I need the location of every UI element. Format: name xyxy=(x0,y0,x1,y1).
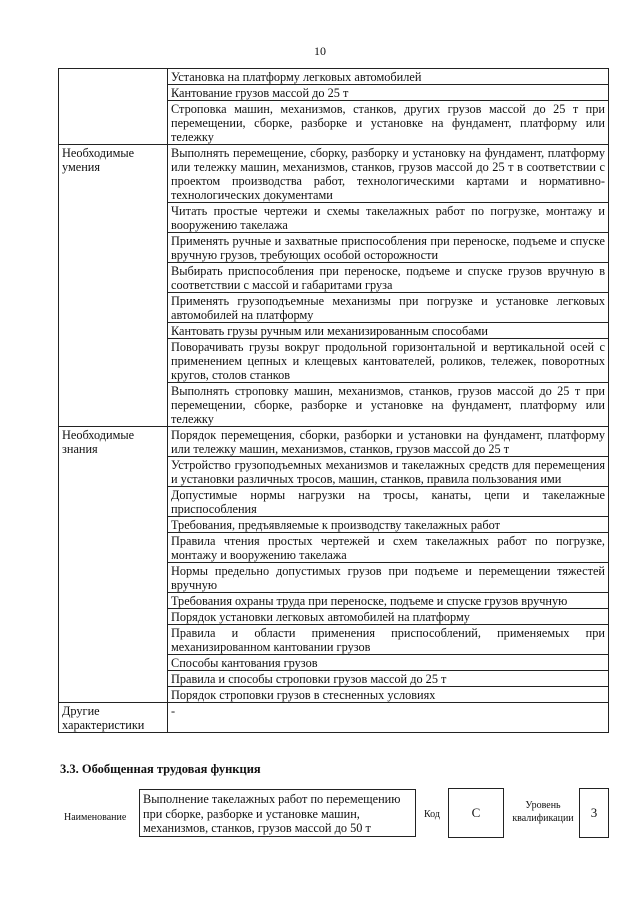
table-cell: Установка на платформу легковых автомобилей xyxy=(168,69,609,85)
table-cell: Выбирать приспособления при переноске, подъеме и спуске грузов вручную в соответствии с массой и габаритами груза xyxy=(168,263,609,293)
row-group-label: Необходимые умения xyxy=(59,145,168,427)
competency-table xyxy=(58,68,609,733)
table-cell: Требования, предъявляемые к производству такелажных работ xyxy=(168,517,609,533)
table-cell: Способы кантования грузов xyxy=(168,655,609,671)
table-cell: Порядок строповки грузов в стесненных условиях xyxy=(168,687,609,703)
name-label: Наименование xyxy=(64,812,127,823)
table-cell: Допустимые нормы нагрузки на тросы, канаты, цепи и такелажные приспособления xyxy=(168,487,609,517)
table-row xyxy=(59,69,609,85)
section-heading: 3.3. Обобщенная трудовая функция xyxy=(60,762,261,776)
row-group-label: Другие характеристики xyxy=(59,703,168,733)
table-cell: Применять грузоподъемные механизмы при погрузке и установке легковых автомобилей на платформу xyxy=(168,293,609,323)
table-cell: - xyxy=(168,703,609,733)
table-row xyxy=(59,703,609,733)
table-cell: Устройство грузоподъемных механизмов и такелажных средств для перемещения и установки различных тросов, машин, станков, правила пользования ими xyxy=(168,457,609,487)
table-row xyxy=(59,427,609,457)
table-cell: Кантование грузов массой до 25 т xyxy=(168,85,609,101)
table-cell: Правила и области применения приспособлений, применяемых при механизированном кантовании грузов xyxy=(168,625,609,655)
table-row xyxy=(59,145,609,203)
code-label: Код xyxy=(424,809,440,820)
qualification-level-value: 3 xyxy=(579,788,609,838)
table-cell: Поворачивать грузы вокруг продольной горизонтальной и вертикальной осей с применением цепных и клещевых кантователей, роликов, тележек, поворотных кругов, столов станков xyxy=(168,339,609,383)
table-cell: Нормы предельно допустимых грузов при подъеме и перемещении тяжестей вручную xyxy=(168,563,609,593)
row-group-label xyxy=(59,69,168,145)
table-cell: Кантовать грузы ручным или механизированным способами xyxy=(168,323,609,339)
table-cell: Выполнять строповку машин, механизмов, станков, грузов массой до 25 т при перемещении, сборке, разборке и установке на фундамент, платформу или тележку xyxy=(168,383,609,427)
table-cell: Порядок перемещения, сборки, разборки и установки на фундамент, платформу или тележку машин, механизмов, станков, грузов массой до 25 т xyxy=(168,427,609,457)
function-name-value: Выполнение такелажных работ по перемещению при сборке, разборке и установке машин, механизмов, станков, грузов массой до 50 т xyxy=(139,789,416,837)
table-cell: Строповка машин, механизмов, станков, других грузов массой до 25 т при перемещении, сборке, разборке и установке на фундамент, платформу или тележку xyxy=(168,101,609,145)
row-group-label: Необходимые знания xyxy=(59,427,168,703)
table-cell: Правила и способы строповки грузов массой до 25 т xyxy=(168,671,609,687)
table-cell: Правила чтения простых чертежей и схем такелажных работ по погрузке, монтажу и вооружению такелажа xyxy=(168,533,609,563)
table-cell: Порядок установки легковых автомобилей на платформу xyxy=(168,609,609,625)
table-cell: Применять ручные и захватные приспособления при переноске, подъеме и спуске вручную грузов, требующих особой осторожности xyxy=(168,233,609,263)
table-cell: Выполнять перемещение, сборку, разборку и установку на фундамент, платформу или тележку машин, механизмов, станков, грузов массой до 25 т в соответствии с проектом производства работ, технологическими картами и нормативно-технологических документами xyxy=(168,145,609,203)
table-cell: Читать простые чертежи и схемы такелажных работ по погрузке, монтажу и вооружению такелажа xyxy=(168,203,609,233)
table-cell: Требования охраны труда при переноске, подъеме и спуске грузов вручную xyxy=(168,593,609,609)
code-value: C xyxy=(448,788,504,838)
page-number: 10 xyxy=(314,44,326,58)
qualification-level-label: Уровень квалификации xyxy=(512,800,574,824)
